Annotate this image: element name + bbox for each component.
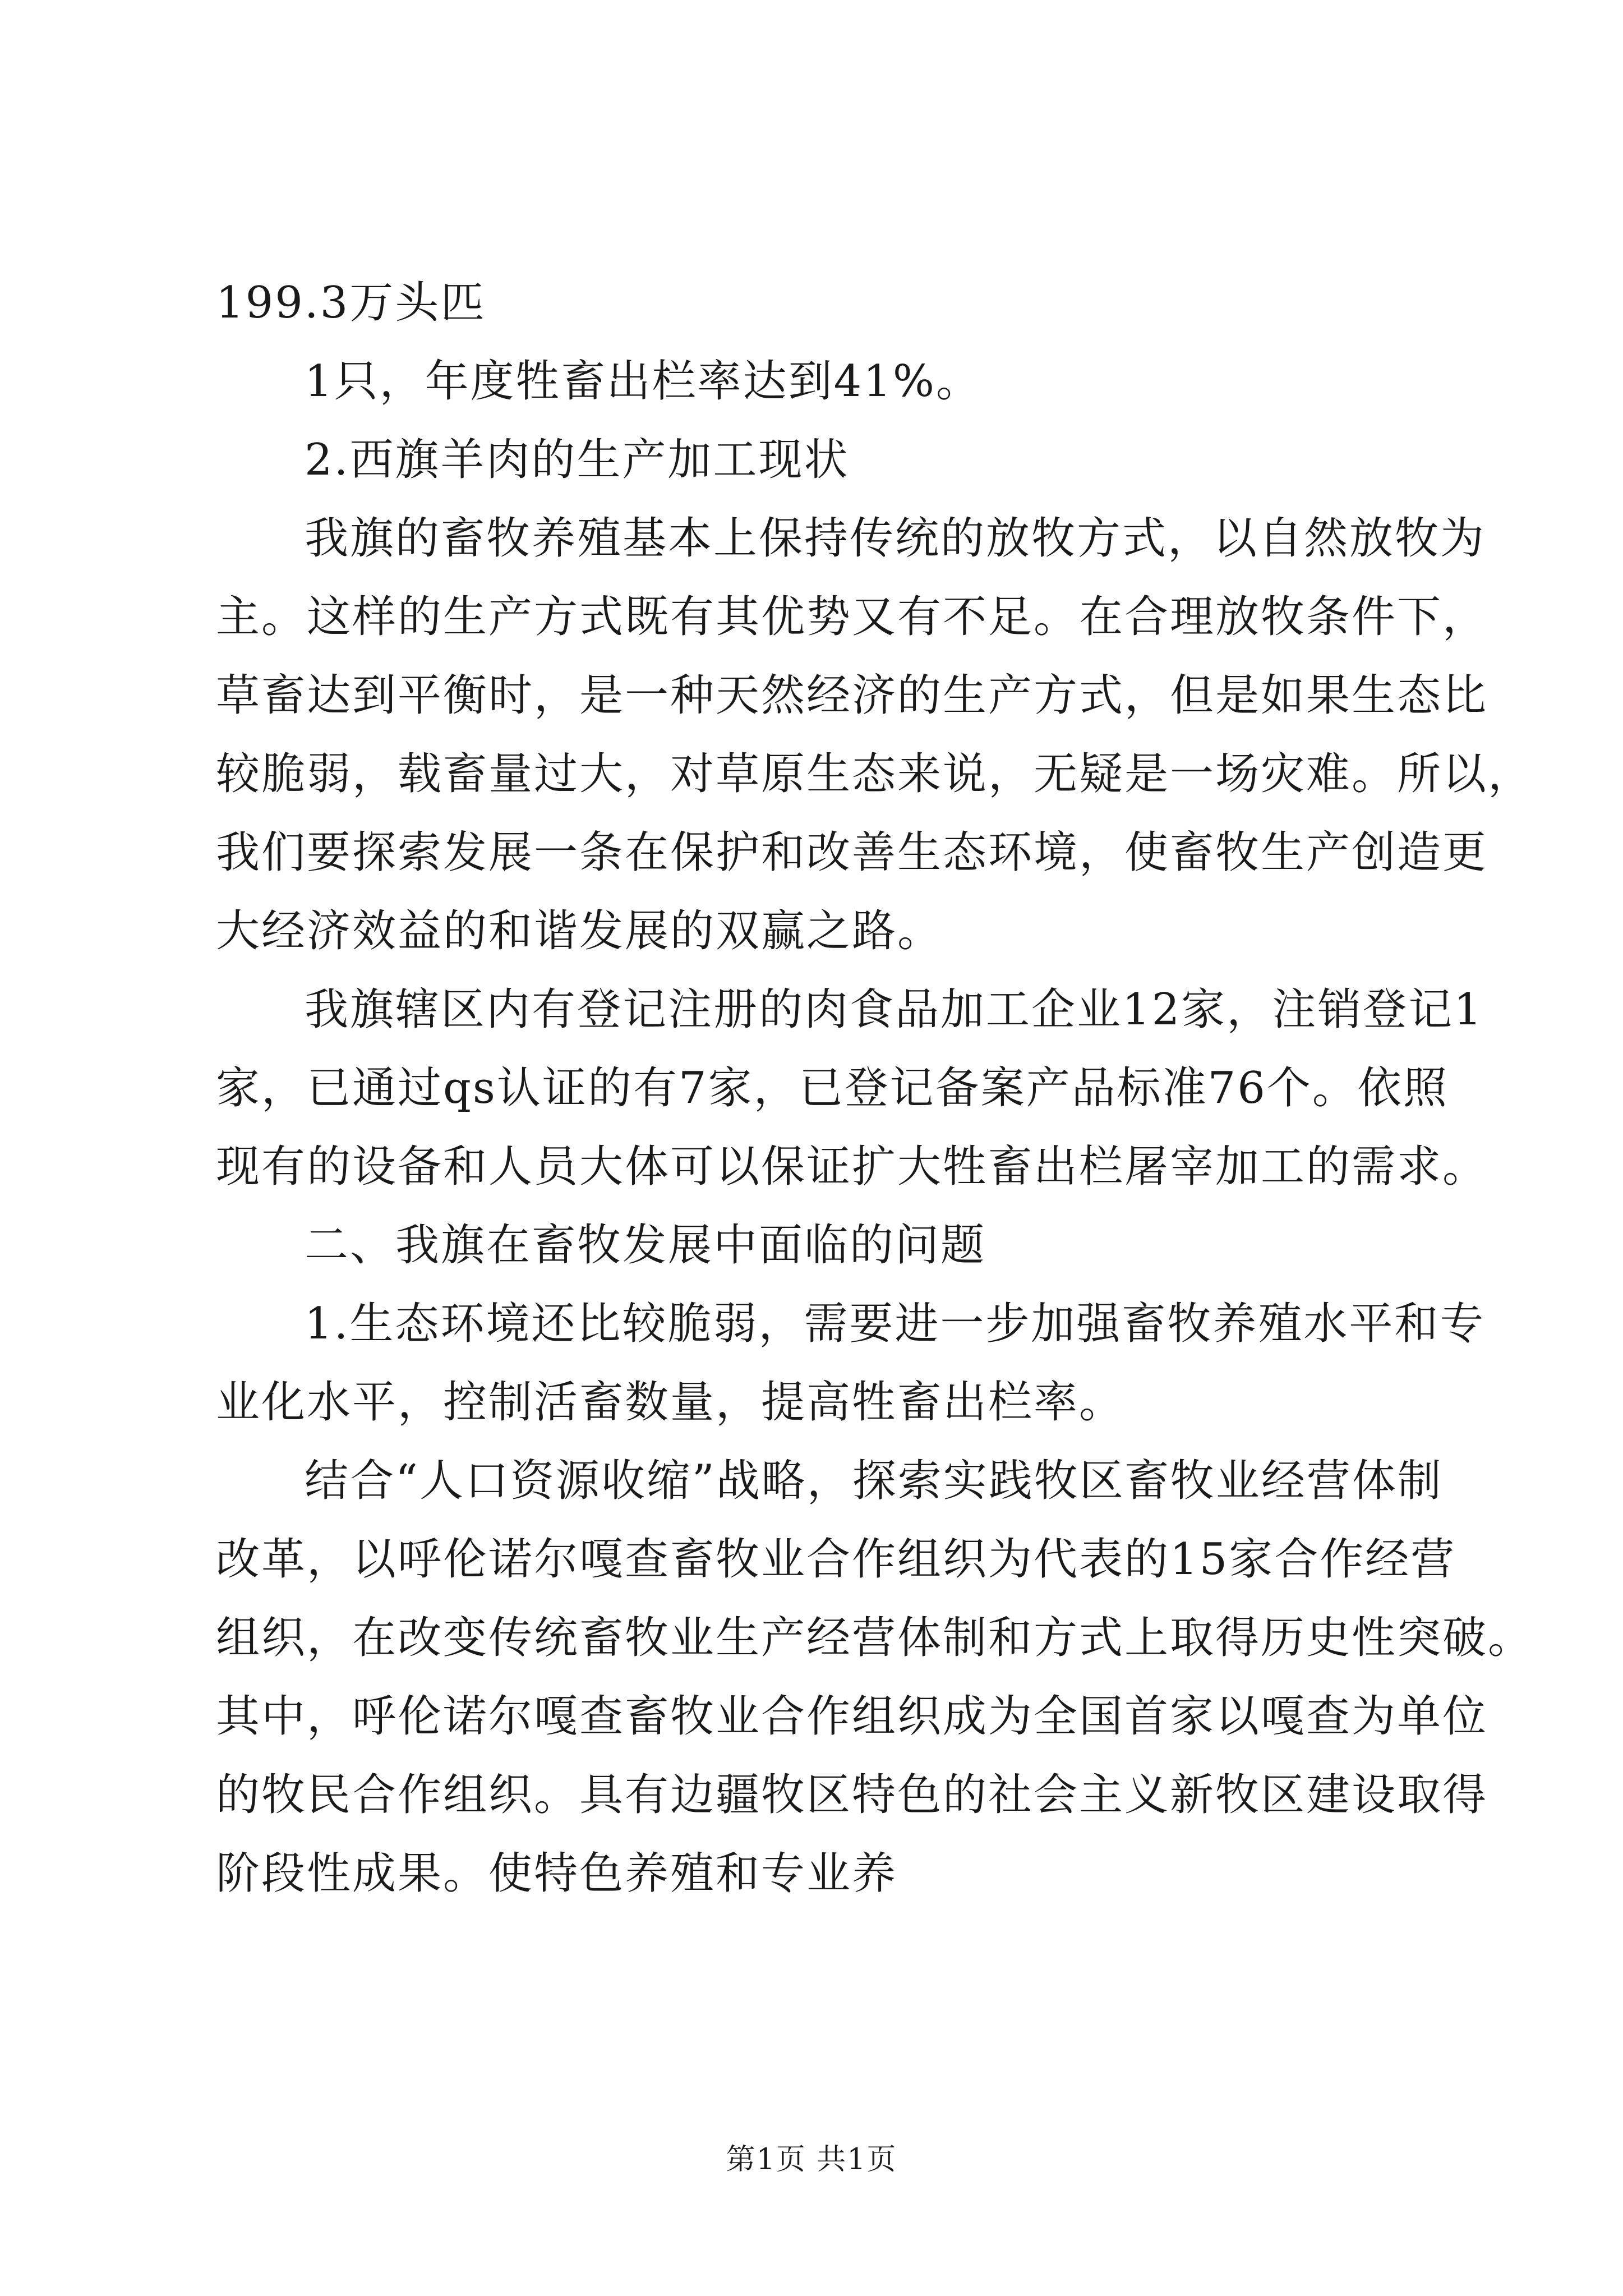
text-line: 的牧民合作组织。具有边疆牧区特色的社会主义新牧区建设取得 (216, 1770, 1488, 1820)
text-line: 阶段性成果。使特色养殖和专业养 (216, 1848, 898, 1899)
document-body (216, 264, 1534, 1913)
text-line: 199.3万头匹 (216, 278, 486, 328)
text-line: 草畜达到平衡时，是一种天然经济的生产方式，但是如果生态比 (216, 670, 1488, 721)
text-line: 改革，以呼伦诺尔嘎查畜牧业合作组织为代表的15家合作经营 (216, 1534, 1456, 1585)
text-line: 业化水平，控制活畜数量，提高牲畜出栏率。 (216, 1377, 1125, 1428)
text-line: 我旗的畜牧养殖基本上保持传统的放牧方式，以自然放牧为 (305, 513, 1486, 564)
text-line: 现有的设备和人员大体可以保证扩大牲畜出栏屠宰加工的需求。 (216, 1142, 1488, 1192)
text-line: 我们要探索发展一条在保护和改善生态环境，使畜牧生产创造更 (216, 827, 1488, 878)
text-line: 较脆弱，载畜量过大，对草原生态来说，无疑是一场灾难。所以， (216, 749, 1534, 799)
text-line: 大经济效益的和谐发展的双赢之路。 (216, 906, 943, 956)
text-line: 1只，年度牲畜出栏率达到41%。 (305, 356, 981, 407)
text-line: 我旗辖区内有登记注册的肉食品加工企业12家，注销登记1 (305, 984, 1483, 1035)
text-line: 结合“人口资源收缩”战略，探索实践牧区畜牧业经营体制 (305, 1456, 1443, 1506)
text-line: 二、我旗在畜牧发展中面临的问题 (305, 1220, 986, 1271)
text-line: 其中，呼伦诺尔嘎查畜牧业合作组织成为全国首家以嘎查为单位 (216, 1691, 1488, 1742)
text-line: 家，已通过qs认证的有7家，已登记备案产品标准76个。依照 (216, 1063, 1449, 1114)
text-line: 2.西旗羊肉的生产加工现状 (305, 435, 850, 485)
page-footer: 第1页 共1页 (726, 2143, 897, 2177)
text-line: 1.生态环境还比较脆弱，需要进一步加强畜牧养殖水平和专 (305, 1299, 1486, 1349)
text-line: 主。这样的生产方式既有其优势又有不足。在合理放牧条件下， (216, 592, 1488, 642)
text-line: 组织，在改变传统畜牧业生产经营体制和方式上取得历史性突破。 (216, 1613, 1534, 1663)
